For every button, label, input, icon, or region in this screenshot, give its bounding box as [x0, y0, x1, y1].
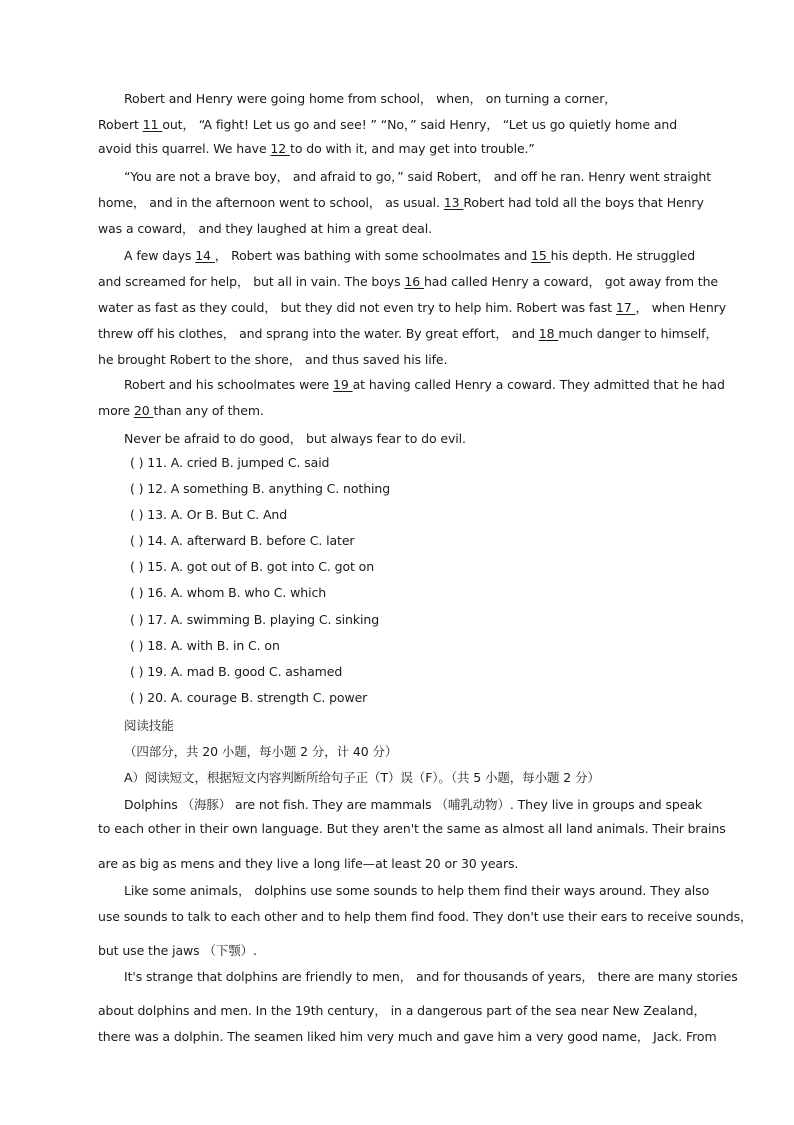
reading-line: there was a dolphin. The seamen liked him very much and gave him a very good name， Jack. From — [98, 1029, 717, 1044]
blank-12: 12 — [270, 141, 291, 156]
passage-line: Never be afraid to do good， but always fear to do evil. — [124, 431, 466, 446]
passage-line: A few days 14 ， Robert was bathing with some schoolmates and 15 his depth. He struggled — [124, 248, 696, 263]
reading-line: Dolphins （海豚） are not fish. They are mammals （哺乳动物）. They live in groups and speak — [124, 797, 703, 812]
question-item: ( ) 12. A something B. anything C. nothing — [130, 481, 391, 496]
passage-line: Robert and his schoolmates were 19 at having called Henry a coward. They admitted that he had — [124, 377, 725, 392]
question-item: ( ) 14. A. afterward B. before C. later — [130, 533, 355, 548]
reading-line: to each other in their own language. But they aren't the same as almost all land animals. Their brains — [98, 821, 726, 836]
blank-18: 18 — [538, 326, 559, 341]
question-item: ( ) 13. A. Or B. But C. And — [130, 507, 288, 522]
section-instruction: A）阅读短文，根据短文内容判断所给句子正（T）误（F）。（共 5 小题，每小题 2 分） — [124, 770, 600, 785]
question-item: ( ) 17. A. swimming B. playing C. sinking — [130, 612, 380, 627]
blank-11: 11 — [142, 117, 163, 132]
question-item: ( ) 18. A. with B. in C. on — [130, 638, 280, 653]
question-item: ( ) 16. A. whom B. who C. which — [130, 585, 327, 600]
passage-line: Robert and Henry were going home from school， when， on turning a corner， — [124, 91, 617, 106]
blank-13: 13 — [443, 195, 464, 210]
question-item: ( ) 20. A. courage B. strength C. power — [130, 690, 368, 705]
reading-line: Like some animals， dolphins use some sounds to help them find their ways around. They also — [124, 883, 710, 898]
passage-line: Robert 11 out， “A fight! Let us go and see! ” “No，” said Henry， “Let us go quietly home and — [98, 117, 678, 132]
section-title: 阅读技能 — [124, 718, 174, 733]
reading-line: are as big as mens and they live a long life—at least 20 or 30 years. — [98, 856, 519, 871]
passage-line: avoid this quarrel. We have 12 to do with it, and may get into trouble.” — [98, 141, 535, 156]
question-item: ( ) 15. A. got out of B. got into C. got on — [130, 559, 375, 574]
passage-line: he brought Robert to the shore， and thus saved his life. — [98, 352, 448, 367]
blank-16: 16 — [404, 274, 424, 289]
blank-17: 17 — [615, 300, 636, 315]
question-item: ( ) 11. A. cried B. jumped C. said — [130, 455, 330, 470]
section-info: （四部分，共 20 小题，每小题 2 分，计 40 分） — [124, 744, 398, 759]
blank-20: 20 — [133, 403, 154, 418]
passage-line: threw off his clothes， and sprang into the water. By great effort， and 18 much danger to himself， — [98, 326, 718, 341]
blank-19: 19 — [333, 377, 353, 392]
passage-line: and screamed for help， but all in vain. The boys 16 had called Henry a coward， got away from the — [98, 274, 718, 289]
passage-line: home， and in the afternoon went to school， as usual. 13 Robert had told all the boys that Henry — [98, 195, 704, 210]
passage-line: more 20 than any of them. — [98, 403, 264, 418]
question-item: ( ) 19. A. mad B. good C. ashamed — [130, 664, 343, 679]
blank-14: 14 — [195, 248, 215, 263]
reading-line: about dolphins and men. In the 19th century， in a dangerous part of the sea near New Zealand， — [98, 1003, 706, 1018]
passage-line: was a coward， and they laughed at him a great deal. — [98, 221, 432, 236]
reading-line: It's strange that dolphins are friendly to men， and for thousands of years， there are many stories — [124, 969, 738, 984]
passage-line: “You are not a brave boy， and afraid to go，” said Robert， and off he ran. Henry went straight — [124, 169, 712, 184]
reading-line: but use the jaws （下颚）. — [98, 943, 257, 958]
blank-15: 15 — [531, 248, 551, 263]
passage-line: water as fast as they could， but they did not even try to help him. Robert was fast 17 ， when Henry — [98, 300, 727, 315]
reading-line: use sounds to talk to each other and to help them find food. They don't use their ears to receive sounds， — [98, 909, 753, 924]
